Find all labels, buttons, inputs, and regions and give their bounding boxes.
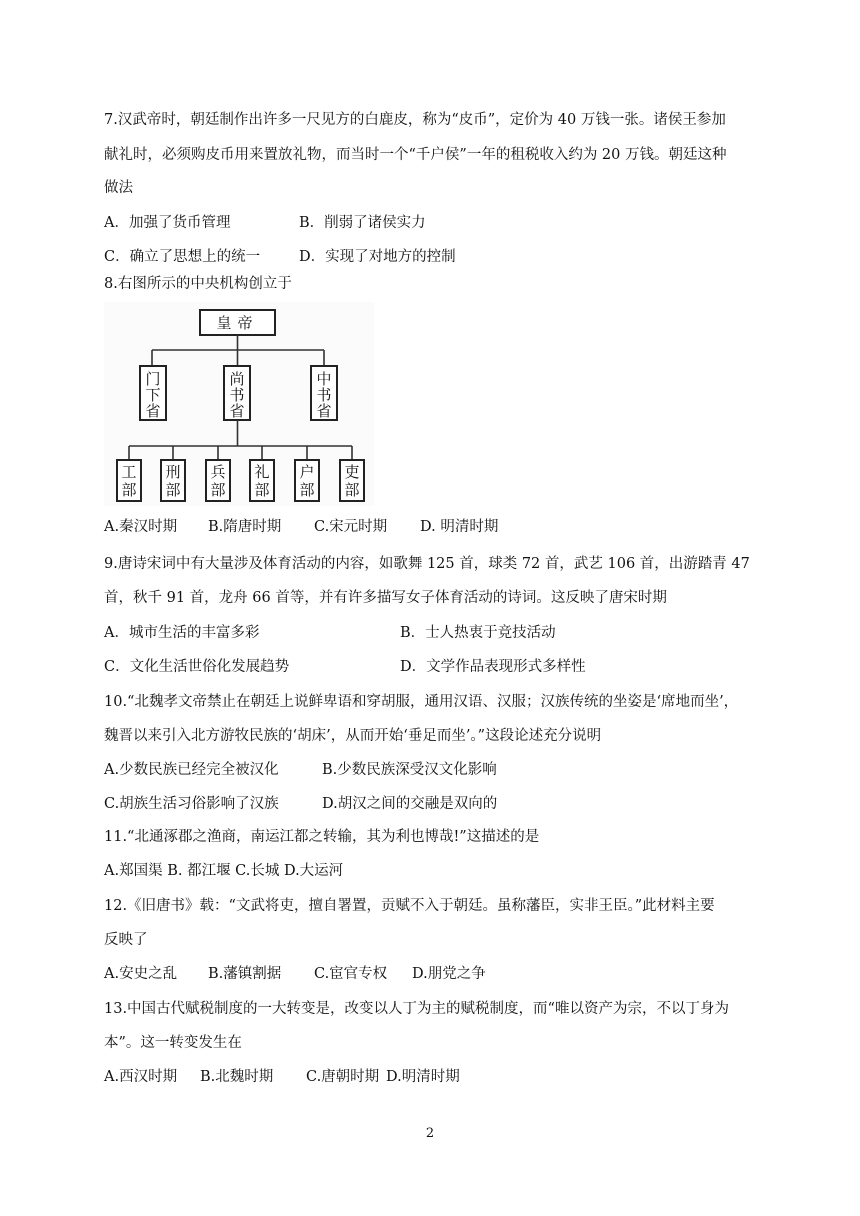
q10-option-d: D.胡汉之间的交融是双向的 [322, 796, 498, 812]
shangshu-char-2: 书 [229, 386, 245, 404]
q13-option-b: B.北魏时期 [200, 1069, 274, 1085]
q11-stem: 11.“北通涿郡之渔商，南运江都之转输，其为利也博哉!”这描述的是 [104, 829, 540, 845]
q8-option-d: D. 明清时期 [420, 519, 499, 535]
ministry-personnel-char-1: 吏 [344, 463, 360, 481]
org-chart-svg [104, 302, 374, 506]
ministry-justice-char-1: 刑 [165, 463, 181, 481]
ministry-personnel-char-2: 部 [344, 481, 360, 499]
q8-option-b: B.隋唐时期 [208, 519, 282, 535]
zhongshu-char-2: 书 [316, 386, 332, 404]
zhongshu-char-3: 省 [316, 402, 332, 420]
q13-option-a: A.西汉时期 [104, 1069, 178, 1085]
q13-option-d: D.明清时期 [386, 1069, 460, 1085]
q7-stem-line-2: 献礼时，必须购皮币用来置放礼物，而当时一个“千户侯”一年的租税收入约为 20 万钱。朝廷这种 [104, 147, 727, 163]
menxia-char-1: 门 [145, 370, 161, 388]
q9-option-a: A．城市生活的丰富多彩 [104, 625, 260, 641]
page-number: 2 [425, 1126, 435, 1141]
q7-stem-line-1: 7.汉武帝时，朝廷制作出许多一尺见方的白鹿皮，称为“皮币”，定价为 40 万钱一张。诸侯王参加 [104, 112, 726, 128]
q8-option-a: A.秦汉时期 [104, 519, 178, 535]
q9-option-d: D．文学作品表现形式多样性 [400, 659, 586, 675]
q13-stem-line-2: 本”。这一转变发生在 [104, 1035, 242, 1051]
ministry-war-char-1: 兵 [210, 463, 226, 481]
q12-option-c: C.宦官专权 [314, 966, 388, 982]
q8-option-c: C.宋元时期 [314, 519, 388, 535]
menxia-char-2: 下 [145, 386, 161, 404]
ministry-revenue-char-2: 部 [299, 481, 315, 499]
q7-stem-line-3: 做法 [104, 180, 133, 196]
q12-option-d: D.朋党之争 [412, 966, 486, 982]
q7-option-a: A．加强了货币管理 [104, 215, 231, 231]
q13-option-c: C.唐朝时期 [306, 1069, 380, 1085]
q12-option-b: B.藩镇割据 [208, 966, 282, 982]
q7-option-c: C．确立了思想上的统一 [104, 249, 261, 265]
ministry-works-char-2: 部 [121, 481, 137, 499]
q13-stem-line-1: 13.中国古代赋税制度的一大转变是，改变以人丁为主的赋税制度，而“唯以资产为宗，不以丁身为 [104, 1001, 729, 1017]
three-departments-six-ministries-diagram [104, 302, 374, 506]
q12-stem-line-2: 反映了 [104, 932, 148, 948]
q7-option-d: D．实现了对地方的控制 [299, 249, 456, 265]
q10-stem-line-2: 魏晋以来引入北方游牧民族的‘胡床’，从而开始‘垂足而坐’。”这段论述充分说明 [104, 728, 602, 744]
ministry-rites-char-1: 礼 [254, 463, 270, 481]
q10-stem-line-1: 10.“北魏孝文帝禁止在朝廷上说鲜卑语和穿胡服，通用汉语、汉服；汉族传统的坐姿是‘席地而坐’， [104, 694, 739, 710]
q9-stem-line-2: 首，秋千 91 首，龙舟 66 首等，并有许多描写女子体育活动的诗词。这反映了唐宋时期 [104, 590, 667, 606]
q12-option-a: A.安史之乱 [104, 966, 178, 982]
q10-option-c: C.胡族生活习俗影响了汉族 [104, 796, 279, 812]
ministry-works-char-1: 工 [121, 463, 137, 481]
shangshu-char-3: 省 [229, 402, 245, 420]
q7-option-b: B．削弱了诸侯实力 [299, 215, 426, 231]
q11-options: A.郑国渠 B. 都江堰 C.长城 D.大运河 [104, 863, 344, 879]
q10-option-a: A.少数民族已经完全被汉化 [104, 762, 279, 778]
q8-stem: 8.右图所示的中央机构创立于 [104, 276, 292, 292]
ministry-revenue-char-1: 户 [299, 463, 315, 481]
q12-stem-line-1: 12.《旧唐书》载：“文武将吏，擅自署置，贡赋不入于朝廷。虽称藩臣，实非王臣。”此材料主要 [104, 898, 715, 914]
q9-stem-line-1: 9.唐诗宋词中有大量涉及体育活动的内容，如歌舞 125 首，球类 72 首，武艺 106 首，出游踏青 47 [104, 556, 750, 572]
emperor-label: 皇帝 [216, 314, 259, 332]
q9-option-c: C．文化生活世俗化发展趋势 [104, 659, 290, 675]
q9-option-b: B．士人热衷于竞技活动 [400, 625, 556, 641]
ministry-rites-char-2: 部 [254, 481, 270, 499]
q10-option-b: B.少数民族深受汉文化影响 [322, 762, 497, 778]
menxia-char-3: 省 [145, 402, 161, 420]
ministry-justice-char-2: 部 [165, 481, 181, 499]
zhongshu-char-1: 中 [316, 370, 332, 388]
ministry-war-char-2: 部 [210, 481, 226, 499]
shangshu-char-1: 尚 [229, 370, 245, 388]
